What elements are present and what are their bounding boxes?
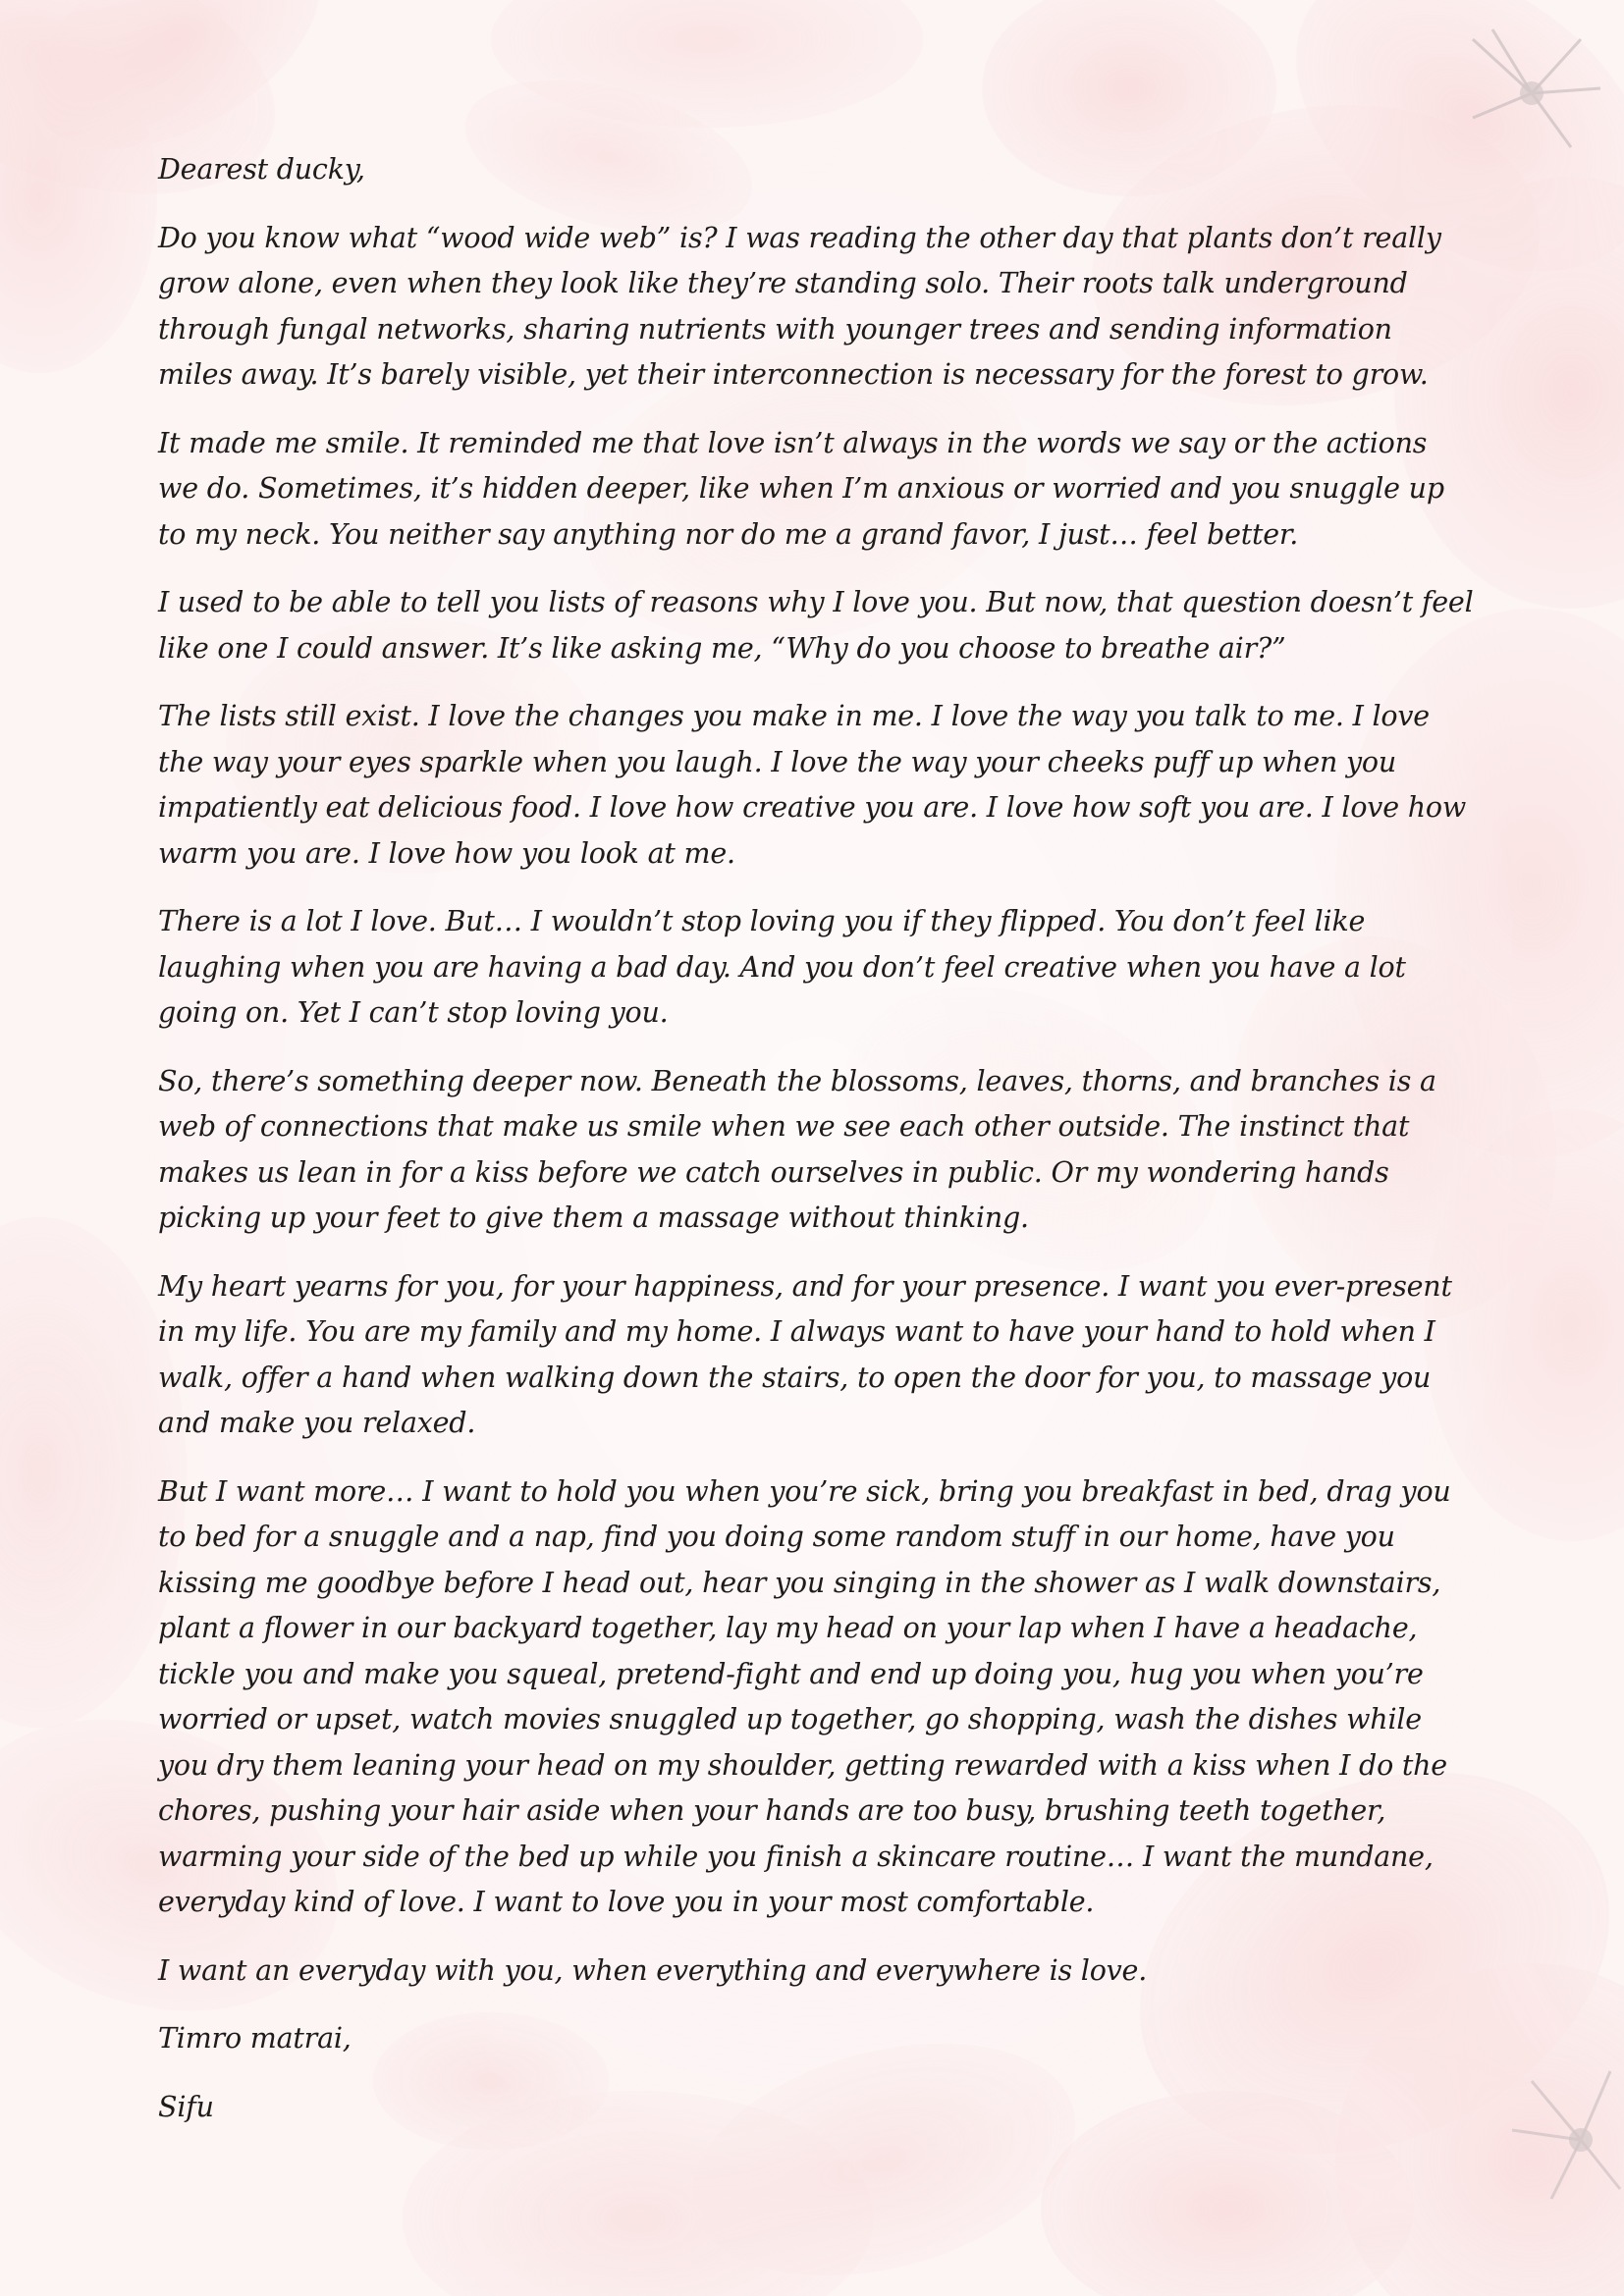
paragraph-7: My heart yearns for you, for your happiness, and for your presence. I want you ever-present in my life. You are my family and my home. I always want to have your hand to hold when I walk, offer a hand when walking down the stairs, to open the door for you, to massage you and make you relaxed.	[158, 1269, 1452, 1439]
paragraph-4: The lists still exist. I love the changes you make in me. I love the way you talk to me. I love the way your eyes sparkle when you laugh. I love the way your cheeks puff up when you impatiently eat delicious food. I love how creative you are. I love how soft you are. I love how warm you are. I love how you look at me.	[158, 700, 1467, 870]
paragraph-9: I want an everyday with you, when everything and everywhere is love.	[158, 1953, 1148, 1987]
paragraph-5: There is a lot I love. But… I wouldn’t stop loving you if they flipped. You don’t feel like laughing when you are having a bad day. And you don’t feel creative when you have a lot going on. Yet I can’t stop loving you.	[158, 905, 1406, 1029]
greeting: Dearest ducky,	[158, 153, 365, 186]
signature: Sifu	[158, 2090, 214, 2123]
paragraph-1: Do you know what “wood wide web” is? I was reading the other day that plants don’t really grow alone, even when they look like they’re standing solo. Their roots talk underground through fungal networks, sharing nutrients with younger trees and sending information miles away. It’s barely visible, yet their interconnection is necessary for the forest to grow.	[158, 221, 1441, 391]
closing: Timro matrai,	[158, 2022, 352, 2055]
paragraph-3: I used to be able to tell you lists of reasons why I love you. But now, that question doesn’t feel like one I could answer. It’s like asking me, “Why do you choose to breathe air?”	[158, 586, 1474, 665]
paragraph-2: It made me smile. It reminded me that love isn’t always in the words we say or the actions we do. Sometimes, it’s hidden deeper, like when I’m anxious or worried and you snuggle up to my neck. You neither say anything nor do me a grand favor, I just… feel better.	[158, 426, 1444, 551]
letter-body	[158, 147, 1474, 2153]
paragraph-6: So, there’s something deeper now. Beneath the blossoms, leaves, thorns, and branches is a web of connections that make us smile when we see each other outside. The instinct that makes us lean in for a kiss before we catch ourselves in public. Or my wondering hands picking up your feet to give them a massage without thinking.	[158, 1064, 1436, 1234]
paragraph-8: But I want more… I want to hold you when you’re sick, bring you breakfast in bed, drag you to bed for a snuggle and a nap, find you doing some random stuff in our home, have you kissing me goodbye before I head out, hear you singing in the shower as I walk downstairs, plant a flower in our backyard together, lay my head on your lap when I have a headache, tickle you and make you squeal, pretend-fight and end up doing you, hug you when you’re worried or upset, watch movies snuggled up together, go shopping, wash the dishes while you dry them leaning your head on my shoulder, getting rewarded with a kiss when I do the chores, pushing your hair aside when your hands are too busy, brushing teeth together, warming your side of the bed up while you finish a skincare routine… I want the mundane, everyday kind of love. I want to love you in your most comfortable.	[158, 1474, 1451, 1918]
